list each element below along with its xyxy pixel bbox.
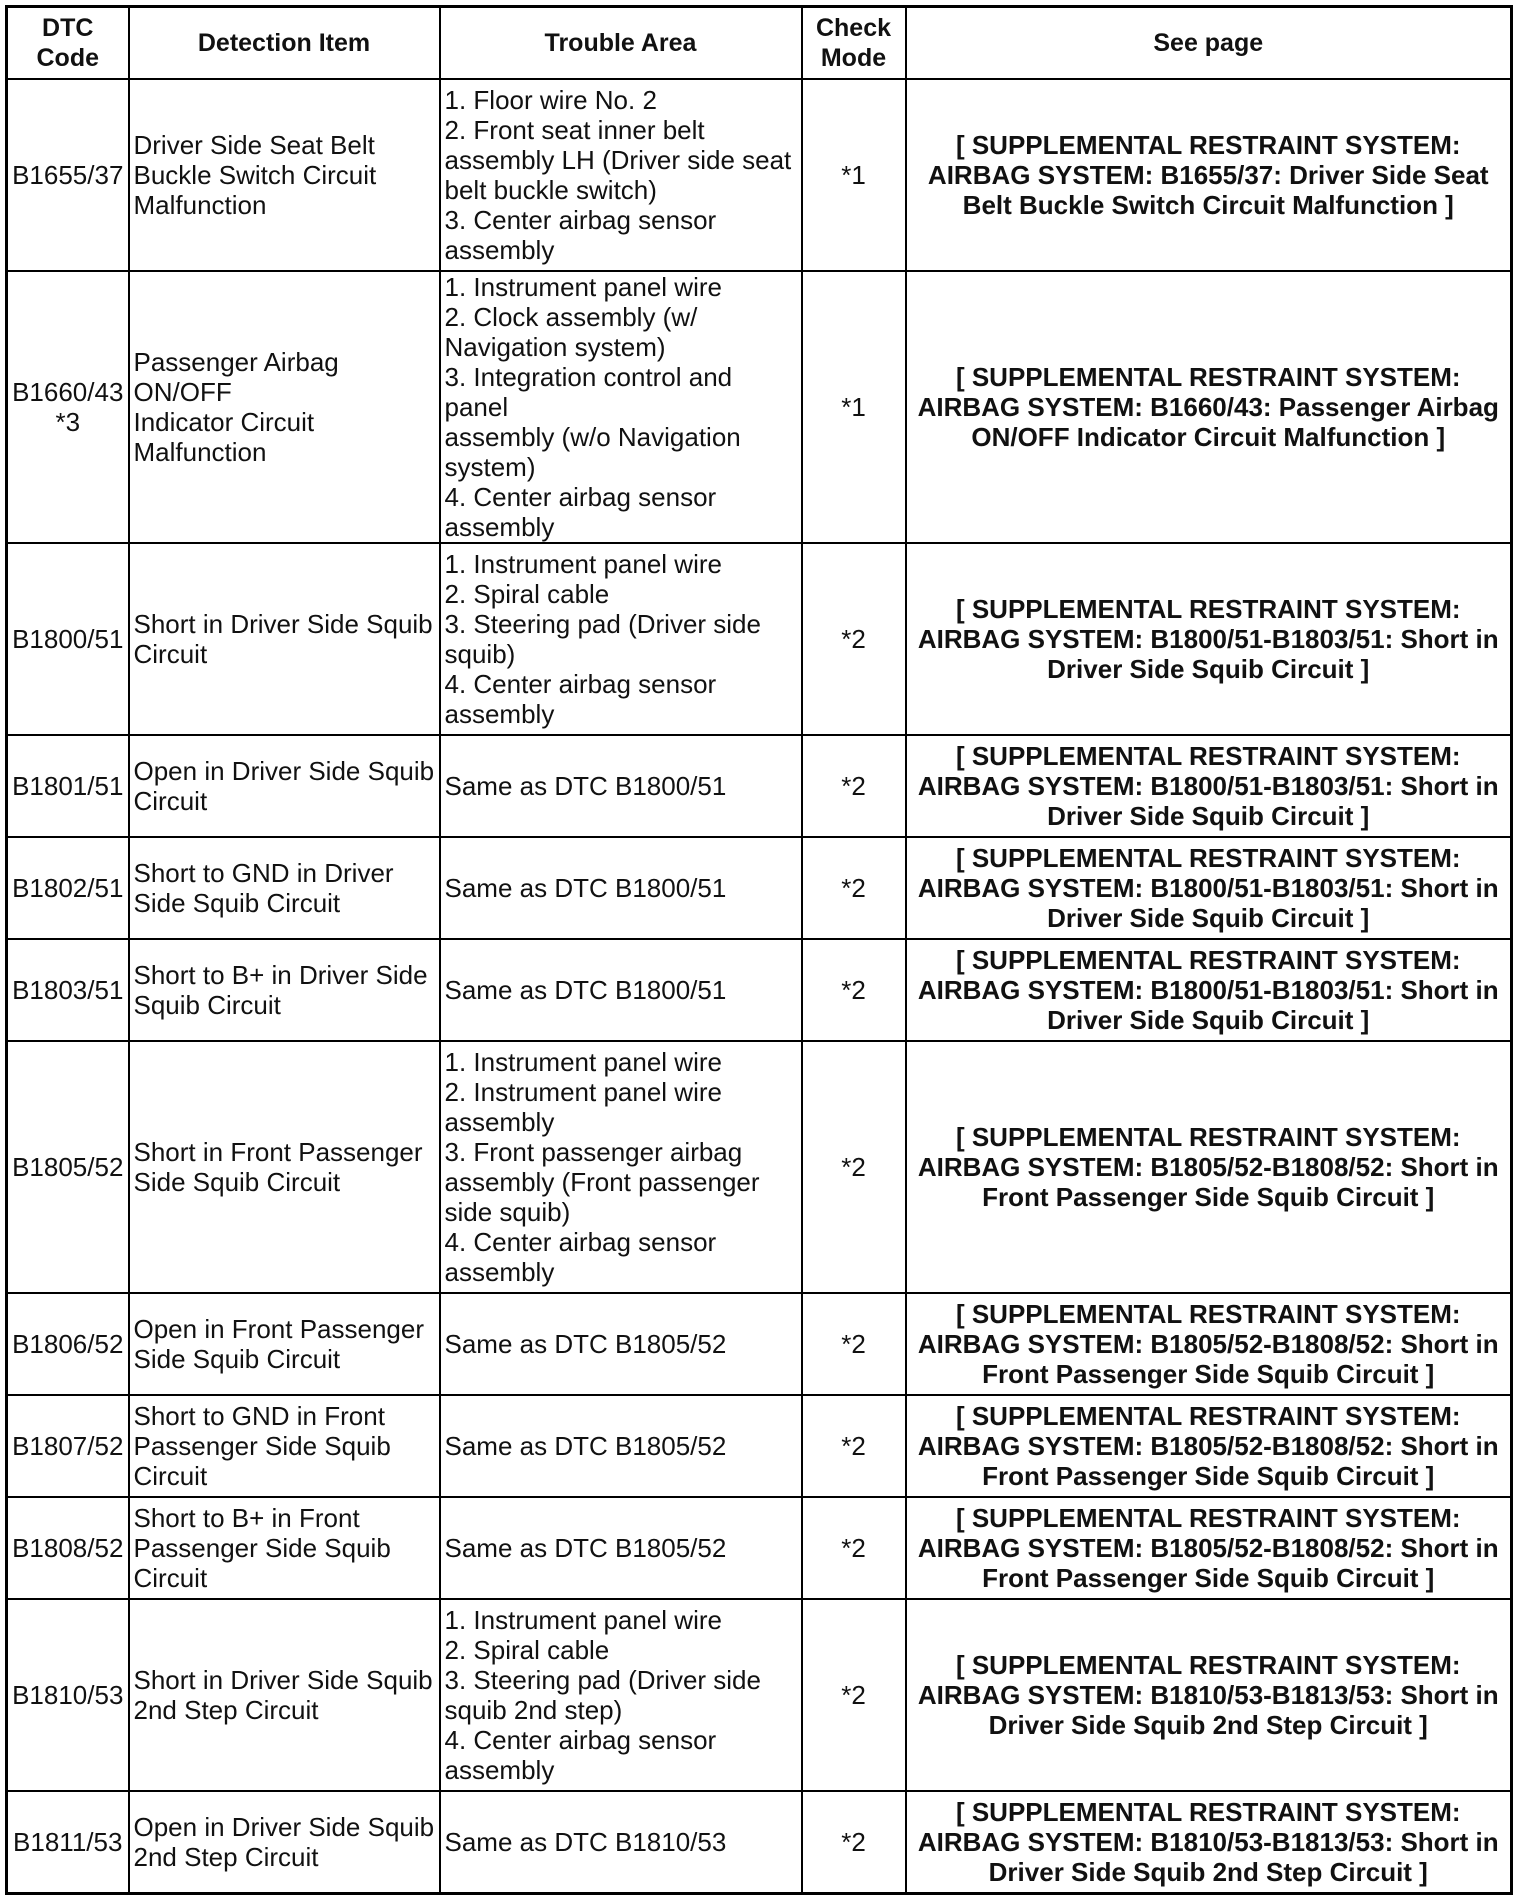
trouble-area-cell-line: 2. Spiral cable (444, 579, 610, 609)
see-page-cell-line: Driver Side Squib Circuit ] (1047, 654, 1370, 684)
detection-item-cell-line: Short to GND in Front (133, 1401, 385, 1431)
detection-item-cell-line: Malfunction (133, 437, 267, 467)
see-page-cell-line: Belt Buckle Switch Circuit Malfunction ] (962, 190, 1454, 220)
trouble-area-cell-line: belt buckle switch) (444, 175, 657, 205)
trouble-area-cell-line: Same as DTC B1805/52 (444, 1533, 727, 1563)
dtc-code-cell-line: B1805/52 (12, 1152, 124, 1182)
trouble-area-cell-line: Same as DTC B1800/51 (444, 975, 727, 1005)
trouble-area-cell (440, 939, 802, 1041)
detection-item-cell-line: Circuit (133, 1461, 208, 1491)
header-trouble-area: Trouble Area (440, 7, 802, 80)
table-row (7, 79, 1512, 271)
detection-item-cell-line: Passenger Side Squib (133, 1533, 391, 1563)
see-page-cell-line: [ SUPPLEMENTAL RESTRAINT SYSTEM: (955, 1122, 1461, 1152)
trouble-area-cell-line: Same as DTC B1810/53 (444, 1826, 727, 1857)
table-row (7, 1497, 1512, 1599)
dtc-code-cell-line: B1655/37 (12, 160, 124, 190)
table-row (7, 837, 1512, 939)
detection-item-cell-line: Circuit (133, 786, 208, 816)
detection-item-cell-line: Circuit (133, 639, 208, 669)
check-mode-cell: *2 (802, 1293, 906, 1395)
dtc-code-cell-line: B1803/51 (12, 975, 124, 1005)
dtc-code-cell (7, 271, 129, 543)
see-page-cell-line: Front Passenger Side Squib Circuit ] (982, 1182, 1435, 1212)
detection-item-cell-line: Passenger Side Squib (133, 1431, 391, 1461)
detection-item-cell-line: Open in Driver Side Squib (133, 1811, 435, 1842)
trouble-area-cell-line: 1. Floor wire No. 2 (444, 85, 657, 115)
trouble-area-cell-line: 2. Front seat inner belt (444, 115, 705, 145)
trouble-area-cell-line: assembly (444, 1107, 555, 1137)
detection-item-cell-line: Buckle Switch Circuit (133, 160, 377, 190)
trouble-area-cell-line: 1. Instrument panel wire (444, 272, 722, 302)
dtc-code-cell (7, 735, 129, 837)
see-page-cell-line: [ SUPPLEMENTAL RESTRAINT SYSTEM: (955, 1650, 1461, 1680)
dtc-code-cell-line: B1802/51 (12, 873, 124, 903)
detection-item-cell (129, 1293, 440, 1395)
detection-item-cell-line: Driver Side Seat Belt (133, 130, 375, 160)
see-page-cell (906, 1395, 1512, 1497)
trouble-area-cell (440, 1395, 802, 1497)
trouble-area-cell (440, 837, 802, 939)
trouble-area-cell-line: 3. Steering pad (Driver side (444, 609, 761, 639)
header-check-mode-line: Check (815, 14, 892, 42)
detection-item-cell-line: Passenger Airbag ON/OFF (133, 347, 339, 407)
detection-item-cell-line: Side Squib Circuit (133, 1344, 341, 1374)
see-page-cell (906, 1791, 1512, 1893)
dtc-code-cell (7, 1041, 129, 1293)
detection-item-cell-line: Indicator Circuit (133, 407, 315, 437)
detection-item-cell-line: Short to B+ in Front (133, 1503, 360, 1533)
header-dtc-code-line: Code (36, 44, 99, 72)
detection-item-cell (129, 271, 440, 543)
trouble-area-cell-line: Same as DTC B1805/52 (444, 1329, 727, 1359)
see-page-cell-line: [ SUPPLEMENTAL RESTRAINT SYSTEM: (955, 945, 1461, 975)
trouble-area-cell-line: 4. Center airbag sensor (444, 1725, 717, 1755)
table-row (7, 939, 1512, 1041)
detection-item-cell-line: Short in Front Passenger (133, 1137, 423, 1167)
see-page-cell (906, 735, 1512, 837)
dtc-code-cell (7, 1497, 129, 1599)
trouble-area-cell-line: assembly (444, 235, 555, 265)
detection-item-cell-line: Squib Circuit (133, 990, 281, 1020)
trouble-area-cell-line: assembly (444, 1257, 555, 1287)
see-page-cell-line: AIRBAG SYSTEM: B1800/51-B1803/51: Short in (917, 771, 1499, 801)
see-page-cell-line: Driver Side Squib 2nd Step Circuit ] (988, 1710, 1428, 1740)
table-row (7, 1599, 1512, 1791)
check-mode-cell: *2 (802, 543, 906, 735)
see-page-cell-line: [ SUPPLEMENTAL RESTRAINT SYSTEM: (955, 1503, 1461, 1533)
see-page-cell-line: [ SUPPLEMENTAL RESTRAINT SYSTEM: (955, 130, 1461, 160)
see-page-cell-line: AIRBAG SYSTEM: B1800/51-B1803/51: Short in (917, 975, 1499, 1005)
see-page-cell-line: AIRBAG SYSTEM: B1805/52-B1808/52: Short in (917, 1431, 1499, 1461)
trouble-area-cell (440, 79, 802, 271)
table-row (7, 1395, 1512, 1497)
detection-item-cell-line: Short to GND in Driver (133, 858, 394, 888)
trouble-area-cell-line: 3. Front passenger airbag (444, 1137, 743, 1167)
dtc-code-cell (7, 543, 129, 735)
header-check-mode-line: Mode (820, 44, 887, 72)
trouble-area-cell-line: 2. Clock assembly (w/ (444, 302, 698, 332)
dtc-code-cell (7, 1395, 129, 1497)
see-page-cell (906, 1497, 1512, 1599)
see-page-cell-line: [ SUPPLEMENTAL RESTRAINT SYSTEM: (955, 1796, 1461, 1827)
detection-item-cell-line: Open in Driver Side Squib (133, 756, 435, 786)
header-dtc-code-line: DTC (42, 14, 94, 42)
see-page-cell-line: [ SUPPLEMENTAL RESTRAINT SYSTEM: (955, 741, 1461, 771)
trouble-area-cell-line: Same as DTC B1800/51 (444, 771, 727, 801)
detection-item-cell-line: Short in Driver Side Squib (133, 609, 433, 639)
check-mode-cell: *2 (802, 1497, 906, 1599)
trouble-area-cell-line: 4. Center airbag sensor (444, 482, 717, 512)
detection-item-cell (129, 1395, 440, 1497)
see-page-cell-line: Driver Side Squib Circuit ] (1047, 1005, 1370, 1035)
header-detection-item: Detection Item (129, 7, 440, 80)
see-page-cell-line: [ SUPPLEMENTAL RESTRAINT SYSTEM: (955, 1401, 1461, 1431)
dtc-code-cell (7, 1599, 129, 1791)
detection-item-cell-line: Side Squib Circuit (133, 1167, 341, 1197)
detection-item-cell-line: 2nd Step Circuit (133, 1841, 319, 1872)
detection-item-cell (129, 1497, 440, 1599)
see-page-cell-line: AIRBAG SYSTEM: B1660/43: Passenger Airbag (917, 392, 1499, 422)
dtc-code-cell (7, 837, 129, 939)
dtc-code-cell (7, 1293, 129, 1395)
see-page-cell-line: Front Passenger Side Squib Circuit ] (982, 1461, 1435, 1491)
header-see-page: See page (906, 7, 1512, 80)
see-page-cell (906, 939, 1512, 1041)
dtc-code-cell-line: B1807/52 (12, 1431, 124, 1461)
trouble-area-cell-line: Navigation system) (444, 332, 666, 362)
trouble-area-cell-line: assembly LH (Driver side seat (444, 145, 792, 175)
detection-item-cell-line: Malfunction (133, 190, 267, 220)
check-mode-cell: *1 (802, 271, 906, 543)
trouble-area-cell (440, 735, 802, 837)
see-page-cell-line: AIRBAG SYSTEM: B1800/51-B1803/51: Short in (917, 624, 1499, 654)
detection-item-cell (129, 1791, 440, 1893)
detection-item-cell-line: Circuit (133, 1563, 208, 1593)
dtc-code-cell-line: B1811/53 (13, 1826, 123, 1857)
trouble-area-cell (440, 1293, 802, 1395)
see-page-cell (906, 837, 1512, 939)
see-page-cell (906, 1599, 1512, 1791)
see-page-cell-line: AIRBAG SYSTEM: B1810/53-B1813/53: Short in (917, 1680, 1499, 1710)
check-mode-cell: *2 (802, 939, 906, 1041)
check-mode-cell: *2 (802, 1791, 906, 1893)
table-header (7, 7, 1512, 80)
dtc-code-cell-line: B1801/51 (12, 771, 124, 801)
detection-item-cell (129, 837, 440, 939)
see-page-cell (906, 1041, 1512, 1293)
detection-item-cell-line: Short to B+ in Driver Side (133, 960, 428, 990)
trouble-area-cell-line: 2. Spiral cable (444, 1635, 610, 1665)
trouble-area-cell-line: 3. Integration control and panel (444, 362, 733, 422)
trouble-area-cell-line: 3. Center airbag sensor (444, 205, 717, 235)
see-page-cell-line: AIRBAG SYSTEM: B1805/52-B1808/52: Short in (917, 1329, 1499, 1359)
trouble-area-cell-line: 1. Instrument panel wire (444, 549, 722, 579)
trouble-area-cell-line: 2. Instrument panel wire (444, 1077, 722, 1107)
table-row (7, 1293, 1512, 1395)
see-page-cell-line: Front Passenger Side Squib Circuit ] (982, 1563, 1435, 1593)
check-mode-cell: *1 (802, 79, 906, 271)
dtc-code-cell-line: B1806/52 (12, 1329, 124, 1359)
dtc-code-cell (7, 939, 129, 1041)
detection-item-cell-line: 2nd Step Circuit (133, 1695, 319, 1725)
trouble-area-cell-line: assembly (444, 699, 555, 729)
trouble-area-cell (440, 1041, 802, 1293)
trouble-area-cell-line: assembly (444, 512, 555, 542)
see-page-cell-line: AIRBAG SYSTEM: B1800/51-B1803/51: Short in (917, 873, 1499, 903)
detection-item-cell-line: Short in Driver Side Squib (133, 1665, 433, 1695)
trouble-area-cell-line: assembly (w/o Navigation (444, 422, 741, 452)
dtc-table (5, 5, 1513, 1895)
trouble-area-cell (440, 1791, 802, 1893)
trouble-area-cell-line: Same as DTC B1805/52 (444, 1431, 727, 1461)
trouble-area-cell-line: Same as DTC B1800/51 (444, 873, 727, 903)
check-mode-cell: *2 (802, 735, 906, 837)
see-page-cell (906, 271, 1512, 543)
table-body (7, 79, 1512, 1893)
detection-item-cell (129, 1599, 440, 1791)
see-page-cell (906, 79, 1512, 271)
trouble-area-cell-line: side squib) (444, 1197, 571, 1227)
header-dtc-code (7, 7, 129, 80)
detection-item-cell (129, 543, 440, 735)
see-page-cell-line: Driver Side Squib Circuit ] (1047, 801, 1370, 831)
see-page-cell-line: Driver Side Squib 2nd Step Circuit ] (988, 1856, 1428, 1887)
see-page-cell-line: [ SUPPLEMENTAL RESTRAINT SYSTEM: (955, 843, 1461, 873)
detection-item-cell (129, 939, 440, 1041)
see-page-cell (906, 543, 1512, 735)
trouble-area-cell-line: 1. Instrument panel wire (444, 1047, 722, 1077)
see-page-cell-line: Front Passenger Side Squib Circuit ] (982, 1359, 1435, 1389)
detection-item-cell-line: Open in Front Passenger (133, 1314, 424, 1344)
see-page-cell-line: AIRBAG SYSTEM: B1810/53-B1813/53: Short in (917, 1826, 1499, 1857)
dtc-code-cell-line: *3 (55, 407, 81, 437)
trouble-area-cell-line: 1. Instrument panel wire (444, 1605, 722, 1635)
see-page-cell-line: AIRBAG SYSTEM: B1655/37: Driver Side Seat (927, 160, 1489, 190)
trouble-area-cell-line: assembly (Front passenger (444, 1167, 760, 1197)
see-page-cell-line: [ SUPPLEMENTAL RESTRAINT SYSTEM: (955, 1299, 1461, 1329)
trouble-area-cell (440, 271, 802, 543)
see-page-cell-line: AIRBAG SYSTEM: B1805/52-B1808/52: Short in (917, 1533, 1499, 1563)
header-row (7, 7, 1512, 80)
check-mode-cell: *2 (802, 837, 906, 939)
table-row (7, 271, 1512, 543)
table-row (7, 1791, 1512, 1893)
see-page-cell-line: Driver Side Squib Circuit ] (1047, 903, 1370, 933)
detection-item-cell (129, 1041, 440, 1293)
see-page-cell-line: ON/OFF Indicator Circuit Malfunction ] (971, 422, 1446, 452)
check-mode-cell: *2 (802, 1599, 906, 1791)
document-page (5, 5, 1510, 1895)
detection-item-cell (129, 735, 440, 837)
trouble-area-cell (440, 1599, 802, 1791)
trouble-area-cell-line: 4. Center airbag sensor (444, 1227, 717, 1257)
trouble-area-cell-line: squib) (444, 639, 516, 669)
trouble-area-cell-line: 3. Steering pad (Driver side (444, 1665, 761, 1695)
trouble-area-cell-line: assembly (444, 1755, 555, 1785)
table-row (7, 1041, 1512, 1293)
dtc-code-cell (7, 1791, 129, 1893)
table-row (7, 543, 1512, 735)
check-mode-cell: *2 (802, 1041, 906, 1293)
detection-item-cell (129, 79, 440, 271)
detection-item-cell-line: Side Squib Circuit (133, 888, 341, 918)
see-page-cell-line: [ SUPPLEMENTAL RESTRAINT SYSTEM: (955, 594, 1461, 624)
see-page-cell-line: AIRBAG SYSTEM: B1805/52-B1808/52: Short in (917, 1152, 1499, 1182)
table-row (7, 735, 1512, 837)
header-check-mode (802, 7, 906, 80)
trouble-area-cell-line: squib 2nd step) (444, 1695, 623, 1725)
trouble-area-cell-line: system) (444, 452, 536, 482)
trouble-area-cell-line: 4. Center airbag sensor (444, 669, 717, 699)
see-page-cell (906, 1293, 1512, 1395)
dtc-code-cell-line: B1660/43 (12, 377, 124, 407)
trouble-area-cell (440, 543, 802, 735)
trouble-area-cell (440, 1497, 802, 1599)
see-page-cell-line: [ SUPPLEMENTAL RESTRAINT SYSTEM: (955, 362, 1461, 392)
dtc-code-cell-line: B1800/51 (12, 624, 124, 654)
dtc-code-cell-line: B1810/53 (12, 1680, 124, 1710)
dtc-code-cell-line: B1808/52 (12, 1533, 124, 1563)
check-mode-cell: *2 (802, 1395, 906, 1497)
dtc-code-cell (7, 79, 129, 271)
